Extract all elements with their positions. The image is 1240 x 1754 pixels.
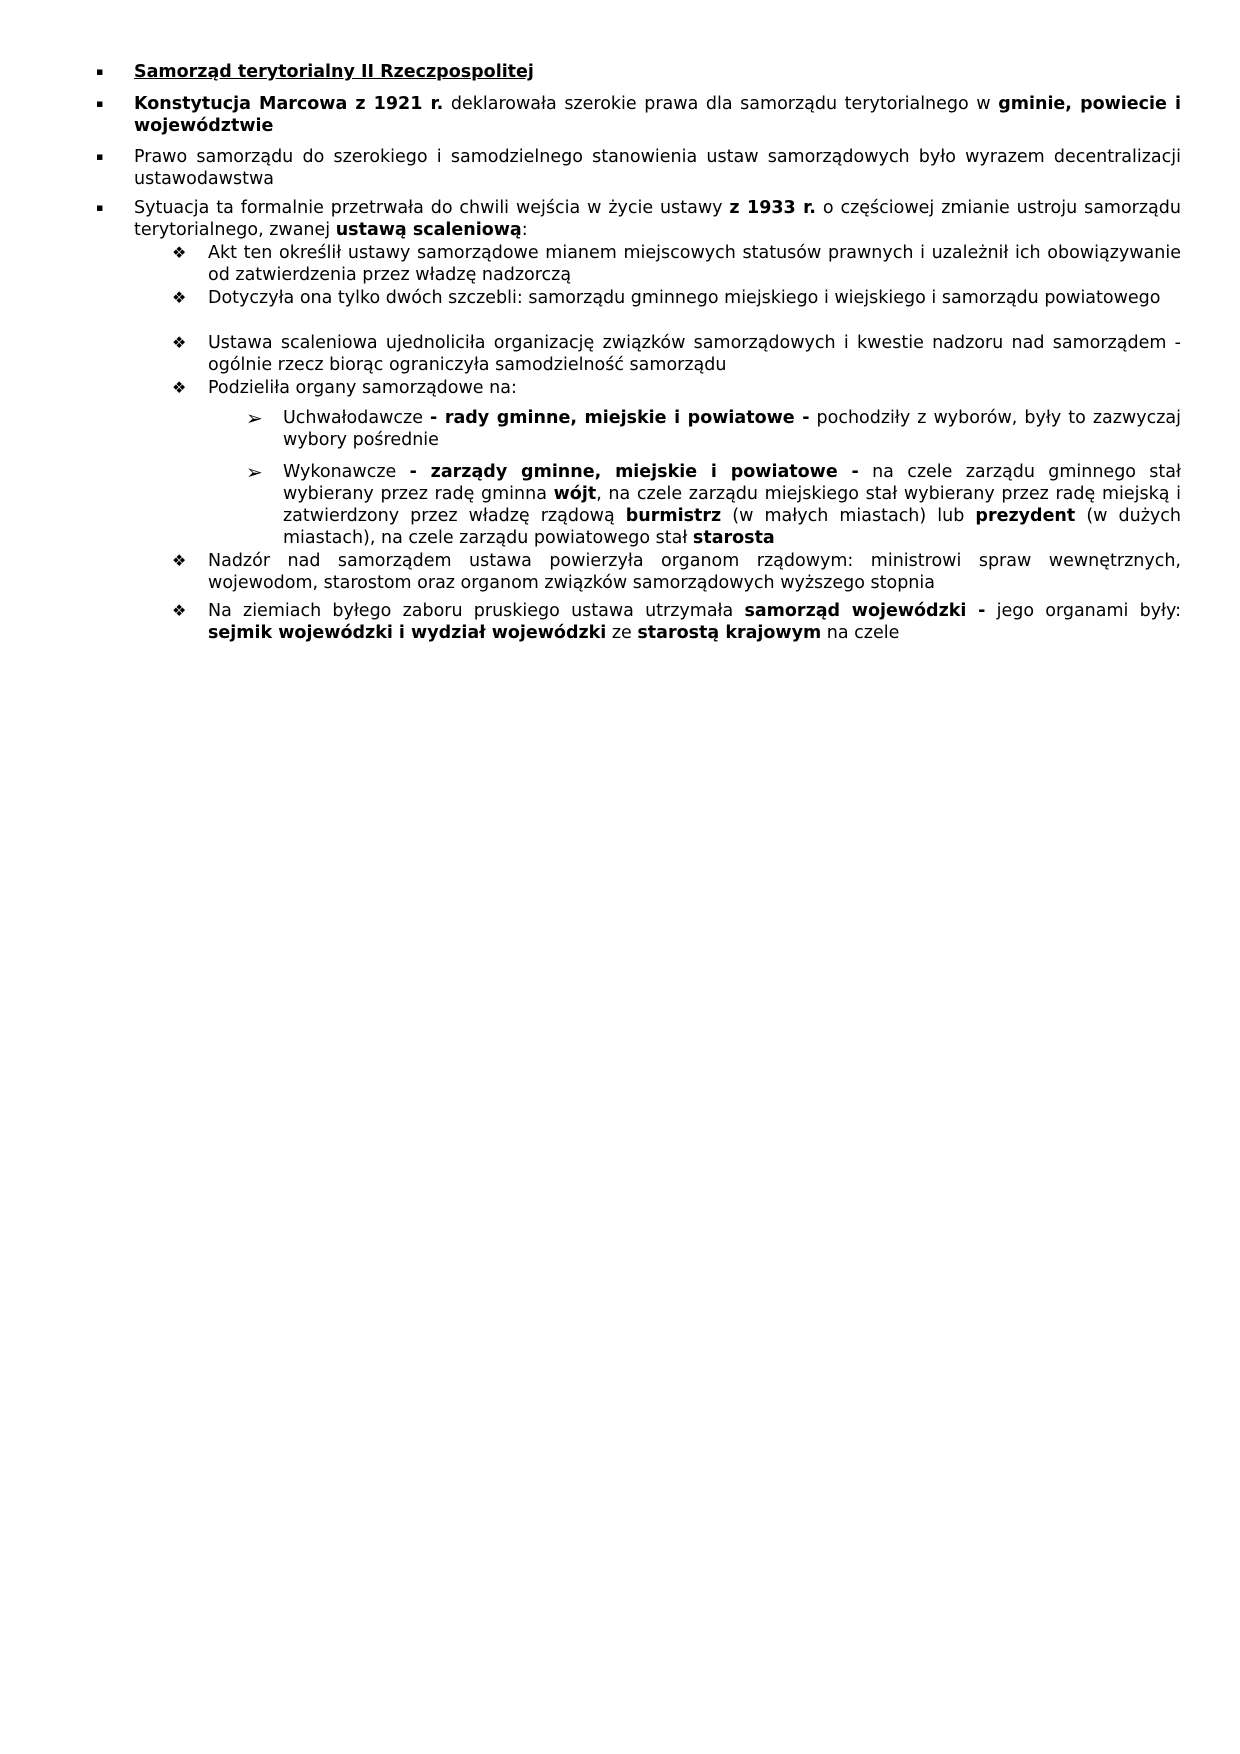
list-item bbox=[96, 93, 1182, 137]
list-item bbox=[96, 197, 1181, 241]
section-title: Samorząd terytorialny II Rzeczpospolitej bbox=[134, 62, 534, 82]
list-item-text: Akt ten określił ustawy samorządowe mianem miejscowych statusów prawnych i uzależnił ich obowiązywanie od zatwierdzenia przez władzę nadzorczą bbox=[208, 243, 1181, 285]
list-item-text: Prawo samorządu do szerokiego i samodzielnego stanowienia ustaw samorządowych było wyrazem decentralizacji ustawodawstwa bbox=[134, 147, 1181, 189]
diamond-bullet-icon: ❖ bbox=[172, 333, 187, 352]
square-bullet-icon: ▪ bbox=[96, 150, 104, 163]
list-item-text: Nadzór nad samorządem ustawa powierzyła organom rządowym: ministrowi spraw wewnętrznych, wojewodom, starostom oraz organom związków samorządowych wyższego stopnia bbox=[208, 551, 1181, 593]
list-item-text: Sytuacja ta formalnie przetrwała do chwili wejścia w życie ustawy z 1933 r. o częściowej zmianie ustroju samorządu terytorialnego, zwanej ustawą scaleniową: bbox=[134, 198, 1181, 240]
list-item-text: Na ziemiach byłego zaboru pruskiego ustawa utrzymała samorząd wojewódzki - jego organami były: sejmik wojewódzki i wydział wojewódzki ze starostą krajowym na czele bbox=[208, 601, 1182, 643]
sub-list-item bbox=[172, 600, 1182, 644]
list-item-text: Uchwałodawcze - rady gminne, miejskie i powiatowe - pochodziły z wyborów, były to zazwyczaj wybory pośrednie bbox=[283, 408, 1181, 450]
arrow-bullet-icon: ➢ bbox=[246, 406, 263, 430]
diamond-bullet-icon: ❖ bbox=[172, 378, 187, 397]
section-title-item bbox=[96, 61, 1181, 83]
diamond-bullet-icon: ❖ bbox=[172, 551, 187, 570]
sub-sub-list-item bbox=[246, 460, 1181, 549]
sub-sub-list-item bbox=[246, 406, 1181, 451]
square-bullet-icon: ▪ bbox=[96, 201, 104, 214]
sub-list-item bbox=[172, 550, 1181, 594]
square-bullet-icon: ▪ bbox=[96, 65, 104, 78]
square-bullet-icon: ▪ bbox=[96, 97, 104, 110]
sub-list-item bbox=[172, 287, 1181, 309]
list-item bbox=[96, 146, 1181, 190]
sub-list-item bbox=[172, 377, 1181, 399]
sub-list-item bbox=[172, 332, 1181, 376]
list-item-text: Ustawa scaleniowa ujednoliciła organizację związków samorządowych i kwestie nadzoru nad samorządem - ogólnie rzecz biorąc ograniczyła samodzielność samorządu bbox=[208, 333, 1181, 375]
diamond-bullet-icon: ❖ bbox=[172, 601, 187, 620]
arrow-bullet-icon: ➢ bbox=[246, 460, 263, 484]
list-item-text: Wykonawcze - zarządy gminne, miejskie i powiatowe - na czele zarządu gminnego stał wybierany przez radę gminna wójt, na czele zarządu miejskiego stał wybierany przez radę miejską i zatwierdzony przez władzę rządową burmistrz (w małych miastach) lub prezydent (w dużych miastach), na czele zarządu powiatowego stał starosta bbox=[283, 462, 1181, 548]
list-item-text: Konstytucja Marcowa z 1921 r. deklarowała szerokie prawa dla samorządu terytorialnego w gminie, powiecie i województwie bbox=[134, 94, 1182, 136]
diamond-bullet-icon: ❖ bbox=[172, 243, 187, 262]
diamond-bullet-icon: ❖ bbox=[172, 288, 187, 307]
list-item-text: Podzieliła organy samorządowe na: bbox=[208, 378, 517, 398]
sub-list-item bbox=[172, 242, 1181, 286]
list-item-text: Dotyczyła ona tylko dwóch szczebli: samorządu gminnego miejskiego i wiejskiego i samorządu powiatowego bbox=[208, 288, 1161, 308]
